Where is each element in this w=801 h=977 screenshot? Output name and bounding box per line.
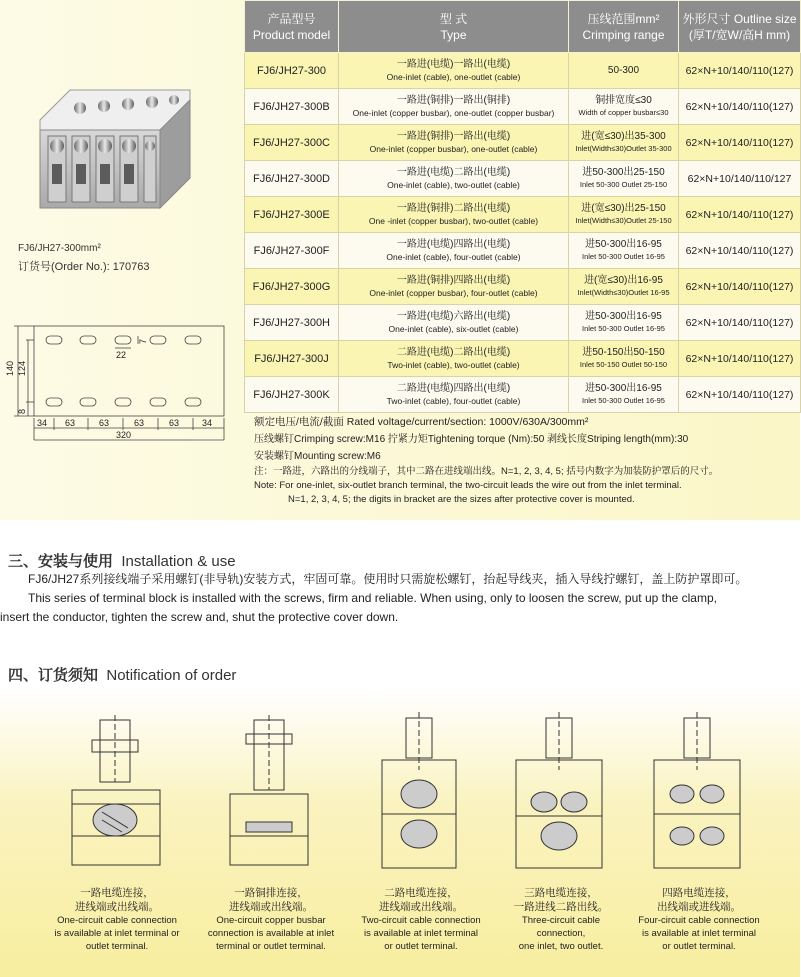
dim-seg-3: 63 xyxy=(99,418,110,428)
cell-range: 进50-150出50-150 Inlet 50-150 Outlet 50-150 xyxy=(569,341,679,377)
cell-size: 62×N+10/140/110(127) xyxy=(679,341,801,377)
cell-model: FJ6/JH27-300K xyxy=(245,377,339,413)
cell-model: FJ6/JH27-300H xyxy=(245,305,339,341)
spec-table xyxy=(244,0,801,413)
cell-size: 62×N+10/140/110/127 xyxy=(679,161,801,197)
cell-type: 一路进(铜排)二路出(电缆) One -inlet (copper busbar), two-outlet (cable) xyxy=(339,197,569,233)
cell-range: 进50-300出16-95 Inlet 50-300 Outlet 16-95 xyxy=(569,305,679,341)
cell-range: 50-300 xyxy=(569,53,679,89)
order-number: 订货号(Order No.): 170763 xyxy=(18,261,150,273)
figure-one-circuit-busbar xyxy=(196,710,346,880)
note-screws: 压线螺钉Crimping screw:M16 拧紧力矩Tightening torque (Nm):50 剥线长度Striping length(mm):30 xyxy=(254,434,689,445)
cell-size: 62×N+10/140/110(127) xyxy=(679,53,801,89)
table-row xyxy=(245,89,801,125)
cell-size: 62×N+10/140/110(127) xyxy=(679,89,801,125)
header-model: 产品型号 Product model xyxy=(245,1,339,53)
cell-model: FJ6/JH27-300J xyxy=(245,341,339,377)
cell-range: 进(宽≤30)出16-95 Inlet(Width≤30)Outlet 16-95 xyxy=(569,269,679,305)
install-text-en-2: insert the conductor, tighten the screw and, shut the protective cover down. xyxy=(0,610,399,624)
cell-type: 一路进(铜排)一路出(铜排) One-inlet (copper busbar), one-outlet (copper busbar) xyxy=(339,89,569,125)
cell-type: 一路进(电缆)二路出(电缆) One-inlet (cable), two-outlet (cable) xyxy=(339,161,569,197)
note-rated: 额定电压/电流/截面 Rated voltage/current/section: 1000V/630A/300mm² xyxy=(254,416,589,428)
cell-size: 62×N+10/140/110(127) xyxy=(679,197,801,233)
product-caption xyxy=(18,240,149,276)
dim-bottom-offset: 8 xyxy=(17,408,27,414)
cell-type: 二路进(电缆)四路出(电缆) Two-inlet (cable), four-outlet (cable) xyxy=(339,377,569,413)
figure-four-circuit-cable xyxy=(624,710,774,880)
cell-type: 一路进(电缆)四路出(电缆) One-inlet (cable), four-outlet (cable) xyxy=(339,233,569,269)
cell-type: 一路进(电缆)一路出(电缆) One-inlet (cable), one-outlet (cable) xyxy=(339,53,569,89)
header-outline-size: 外形尺寸 Outline size (厚T/宽W/高H mm) xyxy=(679,1,801,53)
note-en-1: Note: For one-inlet, six-outlet branch terminal, the two-circuit leads the wire out from the inlet terminal. xyxy=(254,480,682,491)
dim-slot-width: 22 xyxy=(116,350,127,360)
cell-range: 进(宽≤30)出25-150 Inlet(Width≤30)Outlet 25-150 xyxy=(569,197,679,233)
cell-type: 一路进(铜排)一路出(电缆) One-inlet (copper busbar), one-outlet (cable) xyxy=(339,125,569,161)
product-model-label: FJ6/JH27-300mm² xyxy=(18,243,101,254)
dim-inner-height: 124 xyxy=(17,360,27,376)
cell-size: 62×N+10/140/110(127) xyxy=(679,377,801,413)
install-text-zh: FJ6/JH27系列接线端子采用螺钉(非导轨)安装方式，牢固可靠。使用时只需旋松螺钉，抬起导线夹，插入导线拧螺钉，盖上防护罩即可。 xyxy=(28,572,748,586)
note-mounting: 安装螺钉Mounting screw:M6 xyxy=(254,451,381,462)
cell-type: 一路进(铜排)四路出(电缆) One-inlet (copper busbar), four-outlet (cable) xyxy=(339,269,569,305)
cell-model: FJ6/JH27-300G xyxy=(245,269,339,305)
dim-height: 140 xyxy=(5,360,15,376)
dim-slot-height: 7 xyxy=(138,338,148,344)
cell-model: FJ6/JH27-300D xyxy=(245,161,339,197)
cell-range: 铜排宽度≤30 Width of copper busbar≤30 xyxy=(569,89,679,125)
table-row xyxy=(245,125,801,161)
product-photo xyxy=(30,80,190,210)
table-row xyxy=(245,233,801,269)
dim-seg-4: 63 xyxy=(134,418,145,428)
cell-model: FJ6/JH27-300B xyxy=(245,89,339,125)
cell-type: 二路进(电缆)二路出(电缆) Two-inlet (cable), two-outlet (cable) xyxy=(339,341,569,377)
dim-seg-6: 34 xyxy=(202,418,213,428)
cell-size: 62×N+10/140/110(127) xyxy=(679,269,801,305)
dim-seg-2: 63 xyxy=(65,418,76,428)
dim-seg-1: 34 xyxy=(37,418,48,428)
cell-size: 62×N+10/140/110(127) xyxy=(679,305,801,341)
figure-one-circuit-cable xyxy=(42,710,192,880)
table-header-row xyxy=(245,1,801,53)
order-section-title: 四、订货须知 Notification of order xyxy=(8,667,237,684)
table-row xyxy=(245,161,801,197)
dim-total-width: 320 xyxy=(116,430,132,440)
install-text-en-1: This series of terminal block is installed with the screws, firm and reliable. When using, only to loosen the screw, put up the clamp, xyxy=(28,591,717,605)
cell-type: 一路进(电缆)六路出(电缆) One-inlet (cable), six-outlet (cable) xyxy=(339,305,569,341)
cell-model: FJ6/JH27-300F xyxy=(245,233,339,269)
table-row xyxy=(245,53,801,89)
note-en-2: N=1, 2, 3, 4, 5; the digits in bracket are the sizes after protective cover is mounted. xyxy=(288,494,635,505)
cell-range: 进50-300出16-95 Inlet 50-300 Outlet 16-95 xyxy=(569,233,679,269)
cell-size: 62×N+10/140/110(127) xyxy=(679,233,801,269)
figure-three-circuit-cable xyxy=(486,710,636,880)
note-zh: 注：一路进，六路出的分线端子，其中二路在进线端出线。N=1, 2, 3, 4, 5; 括号内数字为加装防护罩后的尺寸。 xyxy=(254,466,719,477)
table-row xyxy=(245,341,801,377)
cell-range: 进50-300出25-150 Inlet 50-300 Outlet 25-150 xyxy=(569,161,679,197)
header-type: 型 式 Type xyxy=(339,1,569,53)
table-row xyxy=(245,377,801,413)
figure-caption: 一路电缆连接， 进线端或出线端。 One-circuit cable connection is available at inlet terminal or outlet terminal. xyxy=(54,887,180,952)
cell-model: FJ6/JH27-300C xyxy=(245,125,339,161)
mounting-drawing xyxy=(5,318,238,518)
figure-two-circuit-cable xyxy=(346,710,496,880)
cell-model: FJ6/JH27-300E xyxy=(245,197,339,233)
spec-notes xyxy=(254,414,800,507)
figure-caption: 一路铜排连接， 进线端或出线端。 One-circuit copper busbar connection is available at inlet terminal or outlet terminal. xyxy=(207,887,335,952)
install-text xyxy=(0,570,800,627)
dim-seg-5: 63 xyxy=(169,418,180,428)
table-row xyxy=(245,305,801,341)
cell-model: FJ6/JH27-300 xyxy=(245,53,339,89)
table-row xyxy=(245,269,801,305)
figure-caption: 三路电缆连接， 一路进线二路出线。 Three-circuit cable connection, one inlet, two outlet. xyxy=(513,887,609,952)
figure-caption: 二路电缆连接， 进线端或出线端。 Two-circuit cable connection is available at inlet terminal or outlet terminal. xyxy=(361,887,481,952)
cell-range: 进(宽≤30)出35-300 Inlet(Width≤30)Outlet 35-300 xyxy=(569,125,679,161)
figure-caption: 四路电缆连接， 出线端或进线端。 Four-circuit cable connection is available at inlet terminal or outlet terminal. xyxy=(638,887,760,952)
cell-range: 进50-300出16-95 Inlet 50-300 Outlet 16-95 xyxy=(569,377,679,413)
table-row xyxy=(245,197,801,233)
install-section-title: 三、安装与使用 Installation & use xyxy=(8,553,236,570)
header-crimping-range: 压线范围mm² Crimping range xyxy=(569,1,679,53)
cell-size: 62×N+10/140/110(127) xyxy=(679,125,801,161)
